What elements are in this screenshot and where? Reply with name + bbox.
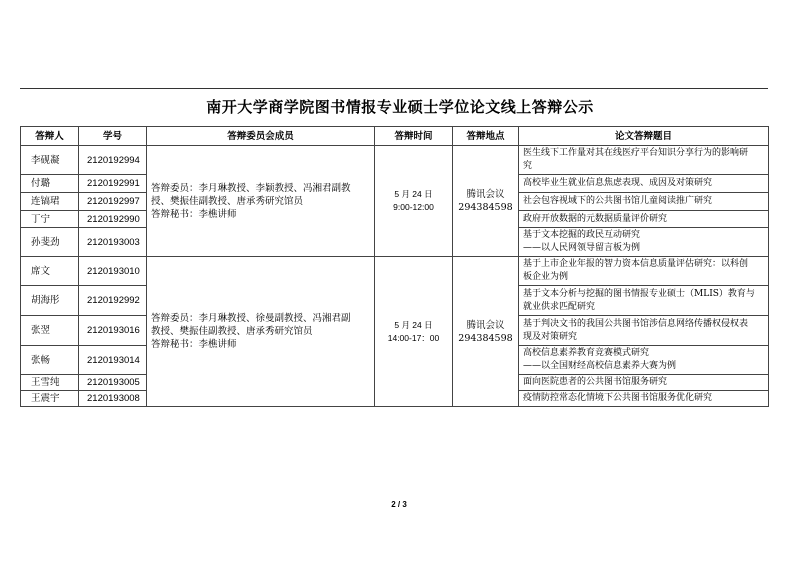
- thesis-topic: [519, 316, 769, 346]
- topic-line: 基于文本挖掘的政民互动研究: [523, 230, 641, 240]
- table-header-row: [21, 127, 769, 146]
- meeting-platform: 腾讯会议: [466, 189, 505, 200]
- topic-line: 板企业为例: [523, 272, 569, 282]
- defense-date: 5 月 24 日: [394, 319, 433, 330]
- defense-hours: 14:00-17：00: [387, 332, 440, 343]
- student-id: 2120193005: [79, 375, 147, 391]
- student-name: 胡海彤: [21, 286, 79, 316]
- defense-time: [375, 146, 453, 257]
- student-name: 连镐珺: [21, 193, 79, 211]
- thesis-topic: 政府开放数据的元数据质量评价研究: [519, 211, 769, 228]
- header-time: 答辩时间: [375, 127, 453, 146]
- student-id: 2120192991: [79, 175, 147, 193]
- student-name: 李砚凝: [21, 146, 79, 175]
- topic-line: 医生线下工作量对其在线医疗平台知识分享行为的影响研: [523, 148, 749, 158]
- topic-line: 基于上市企业年报的智力资本信息质量评估研究：以科创: [523, 259, 749, 269]
- thesis-topic: [519, 257, 769, 286]
- table-row: [21, 257, 769, 286]
- topic-line: ——以人民网领导留言板为例: [523, 243, 641, 253]
- thesis-topic: 疫情防控常态化情境下公共图书馆服务优化研究: [519, 391, 769, 407]
- student-id: 2120192990: [79, 211, 147, 228]
- meeting-id: 294384598: [458, 202, 513, 213]
- table-row: [21, 146, 769, 175]
- committee-line: 授、樊振佳副教授、唐承秀研究馆员: [151, 195, 304, 207]
- topic-line: 现及对策研究: [523, 331, 578, 342]
- committee-line: 教授、樊振佳副教授、唐承秀研究馆员: [151, 326, 313, 337]
- defense-time: [375, 257, 453, 407]
- thesis-topic: [519, 146, 769, 175]
- header-committee: 答辩委员会成员: [147, 127, 375, 146]
- thesis-topic: [519, 228, 769, 257]
- defense-date: 5 月 24 日: [394, 189, 433, 199]
- student-id: 2120193003: [79, 228, 147, 257]
- student-name: 王雪纯: [21, 375, 79, 391]
- header-thesis-topic: 论文答辩题目: [519, 127, 769, 146]
- meeting-platform: 腾讯会议: [466, 319, 505, 331]
- document-title: 南开大学商学院图书情报专业硕士学位论文线上答辩公示: [206, 98, 594, 116]
- committee-line: 答辩委员：李月琳教授、徐曼副教授、冯湘君副: [151, 313, 351, 324]
- topic-line: 究: [523, 161, 533, 171]
- defense-hours: 9:00-12:00: [393, 202, 434, 212]
- student-id: 2120192997: [79, 193, 147, 211]
- committee-secretary: 答辩秘书：李樵讲师: [151, 339, 237, 350]
- page-number: 2 / 3: [391, 500, 407, 509]
- defense-place: [453, 146, 519, 257]
- header-student: 答辩人: [21, 127, 79, 146]
- student-id: 2120193008: [79, 391, 147, 407]
- thesis-topic: 高校毕业生就业信息焦虑表现、成因及对策研究: [519, 175, 769, 193]
- topic-line: 基于判决文书的我国公共图书馆涉信息网络传播权侵权表: [523, 318, 749, 329]
- student-id: 2120192994: [79, 146, 147, 175]
- topic-line: 基于文本分析与挖掘的图书情报专业硕士（MLIS）教育与: [523, 288, 755, 299]
- thesis-topic: [519, 346, 769, 375]
- thesis-topic: 社会包容视域下的公共图书馆儿童阅读推广研究: [519, 193, 769, 211]
- student-name: 张翌: [21, 316, 79, 346]
- committee-members: [147, 257, 375, 407]
- header-student-id: 学号: [79, 127, 147, 146]
- defense-place: [453, 257, 519, 407]
- student-id: 2120193010: [79, 257, 147, 286]
- student-name: 丁宁: [21, 211, 79, 228]
- student-name: 张畅: [21, 346, 79, 375]
- student-name: 孙斐劲: [21, 228, 79, 257]
- student-name: 王震宇: [21, 391, 79, 407]
- topic-line: 高校信息素养教育竞赛模式研究: [523, 348, 650, 358]
- student-id: 2120192992: [79, 286, 147, 316]
- committee-members: [147, 146, 375, 257]
- student-name: 席文: [21, 257, 79, 286]
- meeting-id: 294384598: [458, 332, 513, 344]
- thesis-topic: 面向医院患者的公共图书馆服务研究: [519, 375, 769, 391]
- thesis-topic: [519, 286, 769, 316]
- committee-secretary: 答辩秘书：李樵讲师: [151, 208, 237, 220]
- top-rule: [20, 88, 768, 89]
- defense-schedule-table: [20, 126, 769, 407]
- student-id: 2120193014: [79, 346, 147, 375]
- student-name: 付璐: [21, 175, 79, 193]
- topic-line: 就业供求匹配研究: [523, 301, 596, 312]
- committee-line: 答辩委员：李月琳教授、李颖教授、冯湘君副教: [151, 182, 351, 194]
- topic-line: ——以全国财经高校信息素养大赛为例: [523, 361, 677, 371]
- student-id: 2120193016: [79, 316, 147, 346]
- header-place: 答辩地点: [453, 127, 519, 146]
